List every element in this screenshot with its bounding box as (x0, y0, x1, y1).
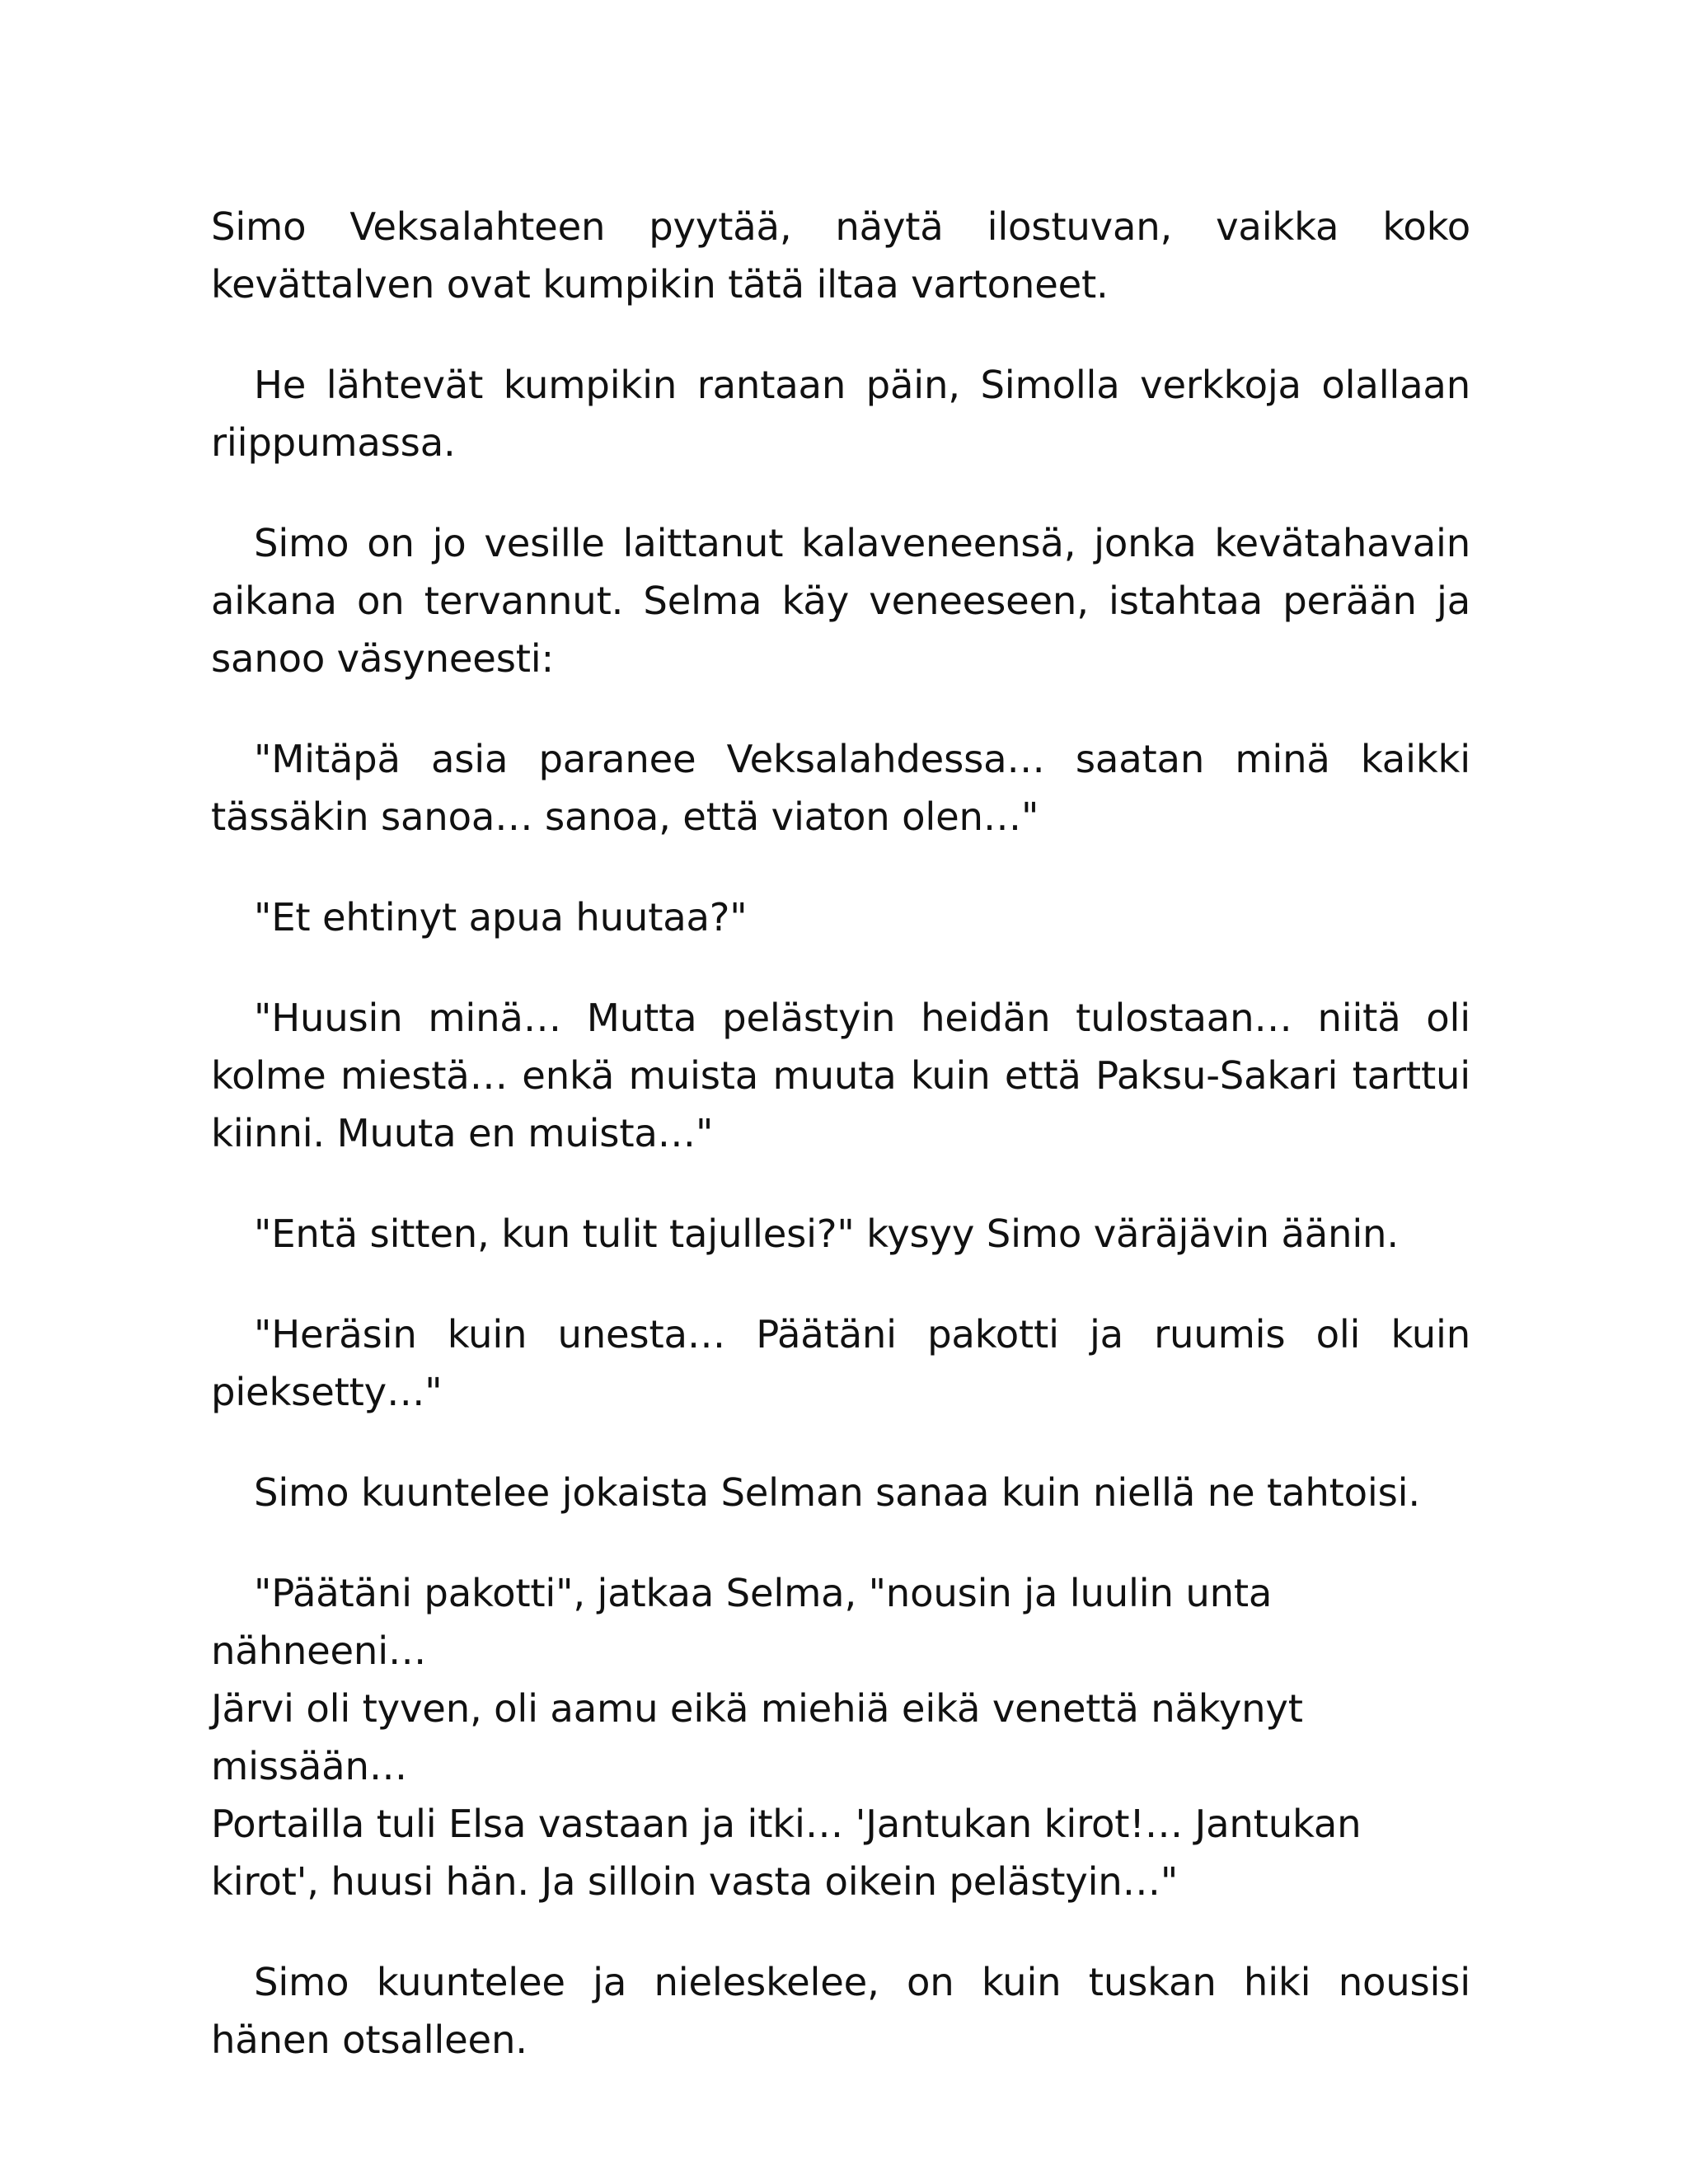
paragraph-4: "Mitäpä asia paranee Veksalahdessa… saatan minä kaikki tässäkin sanoa… sanoa, että viaton olen…" (211, 737, 1470, 839)
paragraph-6: "Huusin minä… Mutta pelästyin heidän tulostaan… niitä oli kolme miestä… enkä muista muuta kuin että Paksu-Sakari tarttui kiinni. Muuta en muista…" (211, 996, 1470, 1155)
paragraph-11: Simo kuuntelee ja nieleskelee, on kuin tuskan hiki nousisi hänen otsalleen. (211, 1960, 1470, 2062)
paragraph-10-line-4: kirot', huusi hän. Ja silloin vasta oikein pelästyin…" (211, 1859, 1179, 1904)
paragraph-10-line-3: Portailla tuli Elsa vastaan ja itki… 'Jantukan kirot!… Jantukan (211, 1802, 1362, 1846)
paragraph-9: Simo kuuntelee jokaista Selman sanaa kuin niellä ne tahtoisi. (254, 1470, 1420, 1515)
paragraph-8: "Heräsin kuin unesta… Päätäni pakotti ja ruumis oli kuin pieksetty…" (211, 1312, 1470, 1414)
paragraph-10 (211, 1564, 1470, 1910)
paragraph-10-line-2: Järvi oli tyven, oli aamu eikä miehiä eikä venettä näkynyt missään… (211, 1686, 1303, 1788)
paragraph-2: He lähtevät kumpikin rantaan päin, Simolla verkkoja olallaan riippumassa. (211, 363, 1470, 465)
paragraph-7: "Entä sitten, kun tulit tajullesi?" kysyy Simo väräjävin äänin. (254, 1212, 1399, 1256)
paragraph-10-line-1: "Päätäni pakotti", jatkaa Selma, "nousin ja luulin unta nähneeni… (211, 1571, 1273, 1673)
paragraph-3: Simo on jo vesille laittanut kalaveneensä, jonka kevätahavain aikana on tervannut. Selma käy veneeseen, istahtaa perään ja sanoo väsyneesti: (211, 521, 1470, 681)
document-page (211, 198, 1470, 2111)
paragraph-5: "Et ehtinyt apua huutaa?" (254, 895, 748, 940)
paragraph-1: Simo Veksalahteen pyytää, näytä ilostuvan, vaikka koko kevättalven ovat kumpikin tätä iltaa vartoneet. (211, 204, 1470, 307)
